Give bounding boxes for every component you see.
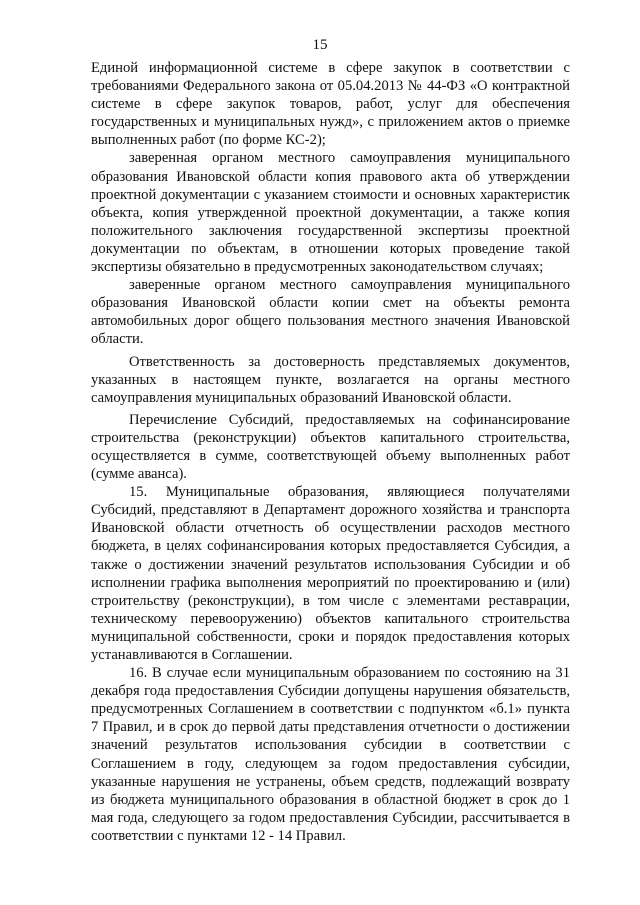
paragraph-legal-act-copy: заверенная органом местного самоуправления муниципального образования Ивановской области копия правового акта об утверждении проектной документации с указанием стоимости и основных характеристик объекта, копия утвержденной проектной документации, а также копия положительного заключения государственной экспертизы проектной документации по объектам, в отношении которых проведение такой экспертизы обязательно в предусмотренных законодательством случаях; xyxy=(91,150,570,276)
paragraph-responsibility: Ответственность за достоверность представляемых документов, указанных в настоящем пункте, возлагается на органы местного самоуправления муниципальных образований Ивановской области. xyxy=(91,353,570,406)
paragraph-continuation: Единой информационной системе в сфере закупок в соответствии с требованиями Федерального закона от 05.04.2013 № 44-ФЗ «О контрактной системе в сфере закупок товаров, работ, услуг для обеспечения государственных и муниципальных нужд», с приложением актов о приемке выполненных работ (по форме КС-2); xyxy=(91,60,570,149)
paragraph-item-16: 16. В случае если муниципальным образованием по состоянию на 31 декабря года предоставления Субсидии допущены нарушения обязательств, предусмотренных Соглашением в соответствии с подпунктом «б.1» пункта 7 Правил, и в срок до первой даты представления отчетности о достижении значений результатов использования субсидии в соответствии с Соглашением в году, следующем за годом предоставления субсидии, указанные нарушения не устранены, объем средств, подлежащий возврату из бюджета муниципального образования в областной бюджет в срок до 1 мая года, следующего за годом предоставления Субсидии, рассчитывается в соответствии с пунктами 12 - 14 Правил. xyxy=(91,665,570,844)
paragraph-estimate-copies: заверенные органом местного самоуправления муниципального образования Ивановской области копии смет на объекты ремонта автомобильных дорог общего пользования местного значения Ивановской области. xyxy=(91,277,570,348)
document-body xyxy=(91,59,570,845)
page-number: 15 xyxy=(312,37,328,53)
paragraph-item-15: 15. Муниципальные образования, являющиеся получателями Субсидий, представляют в Департамент дорожного хозяйства и транспорта Ивановской области отчетность об осуществлении расходов местного бюджета, в целях софинансирования которых предоставляется Субсидия, а также о достижении значений результатов использования Субсидии и об исполнении графика выполнения мероприятий по проектированию и (или) строительству (реконструкции), в том числе с элементами реставрации, техническому перевооружению) объектов капитального строительства муниципальной собственности, сроки и порядок предоставления которых устанавливаются в Соглашении. xyxy=(91,484,570,663)
paragraph-subsidy-transfer: Перечисление Субсидий, предоставляемых на софинансирование строительства (реконструкции) объектов капитального строительства, осуществляется в сумме, соответствующей объему выполненных работ (сумме аванса). xyxy=(91,411,570,483)
